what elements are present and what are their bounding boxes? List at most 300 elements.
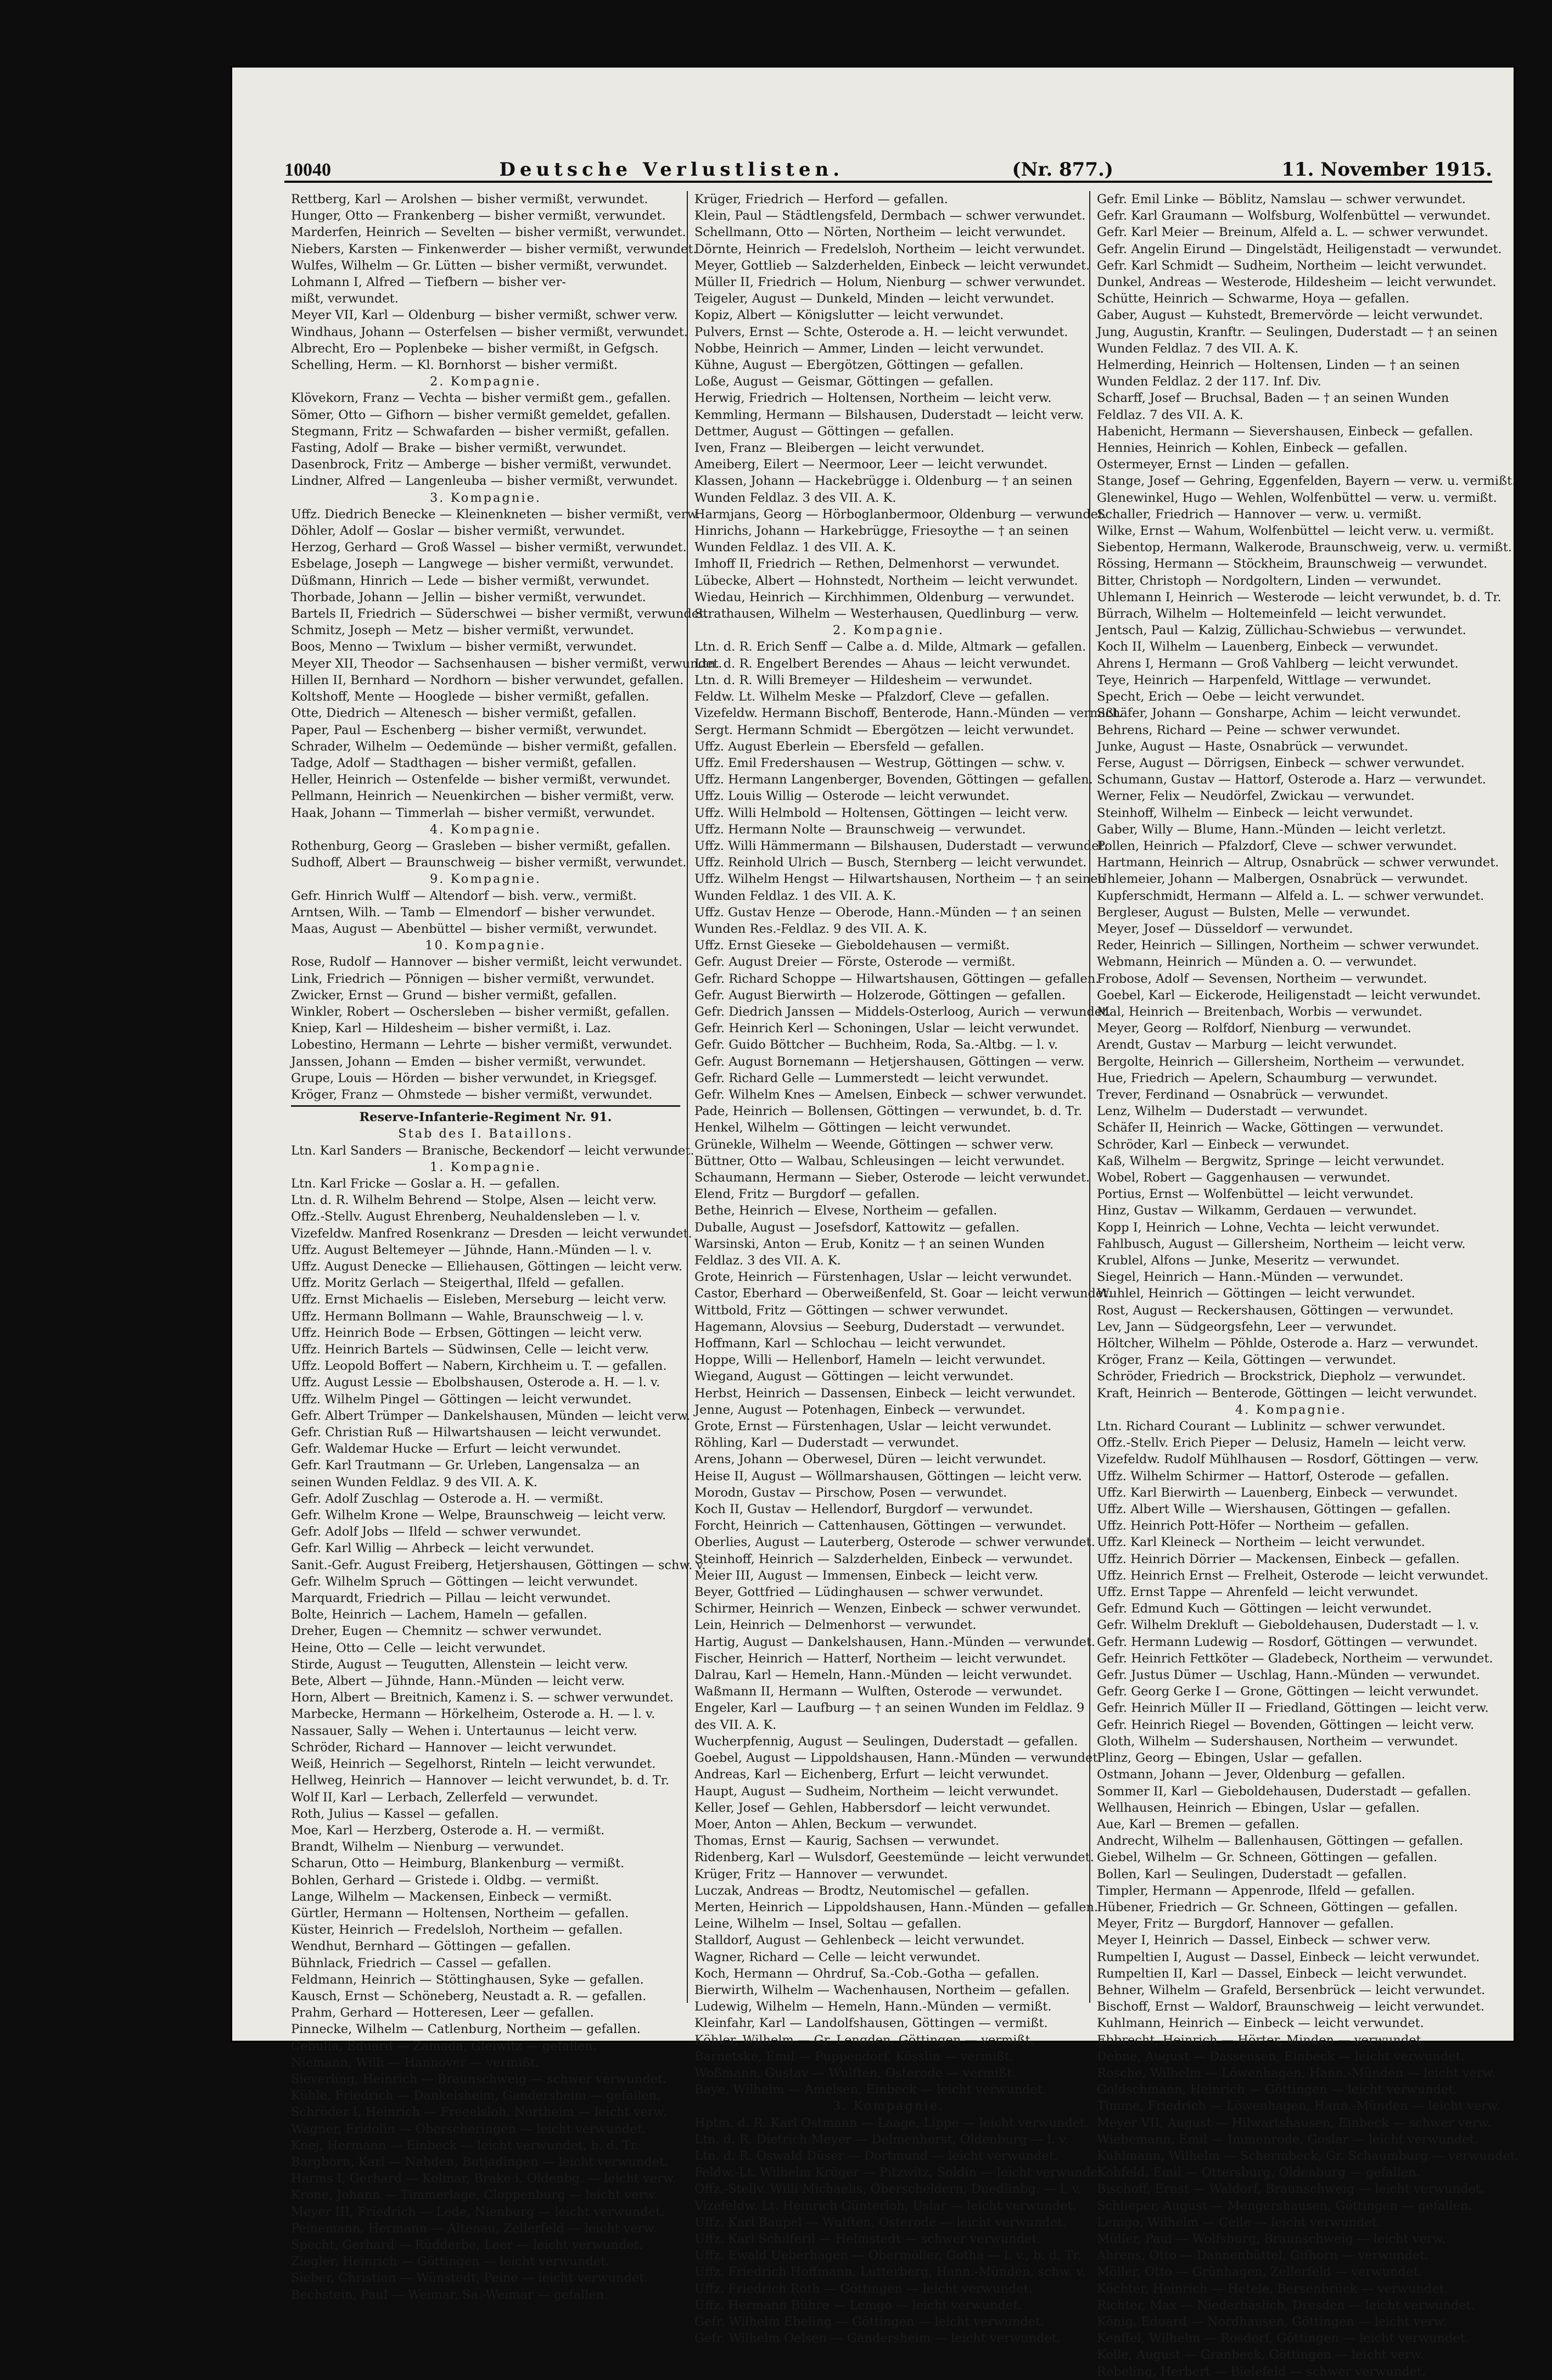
casualty-line: Uffz. Reinhold Ulrich — Busch, Sternberg — leicht verwundet. (694, 855, 1087, 870)
casualty-line: Gaber, Willy — Blume, Hann.-Münden — leicht verletzt. (1097, 822, 1446, 837)
casualty-line: 2. Kompagnie. (832, 623, 945, 638)
casualty-line: Uhlemeier, Johann — Malbergen, Osnabrück — verwundet. (1097, 872, 1469, 887)
casualty-line: Winkler, Robert — Oschersleben — bisher vermißt, gefallen. (291, 1004, 670, 1019)
casualty-line: Warsinski, Anton — Erub, Konitz — † an seinen Wunden (694, 1236, 1045, 1251)
casualty-line: Dörnte, Heinrich — Fredelsloh, Northeim — leicht verwundet. (694, 242, 1085, 256)
casualty-line: Hunger, Otto — Frankenberg — bisher vermißt, verwundet. (291, 209, 666, 223)
casualty-line: Uffz. Heinrich Dörrier — Mackensen, Einbeck — gefallen. (1097, 1552, 1460, 1566)
casualty-line: Paper, Paul — Eschenberg — bisher vermißt, verwundet. (291, 723, 647, 737)
casualty-line: Bergleser, August — Bulsten, Melle — verwundet. (1097, 905, 1410, 920)
casualty-line: Feldlaz. 3 des VII. A. K. (694, 1253, 841, 1268)
page-header (284, 150, 1492, 183)
casualty-line: Döhler, Adolf — Goslar — bisher vermißt, verwundet. (291, 524, 625, 539)
casualty-line: Boos, Menno — Twixlum — bisher vermißt, verwundet. (291, 640, 637, 654)
casualty-line: Arendt, Gustav — Marburg — leicht verwundet. (1097, 1038, 1397, 1052)
casualty-line: Heller, Heinrich — Ostenfelde — bisher vermißt, verwundet. (291, 772, 671, 787)
casualty-line: Specht, Erich — Oebe — leicht verwundet. (1097, 690, 1365, 704)
casualty-line: Teye, Heinrich — Harpenfeld, Wittlage — verwundet. (1097, 673, 1432, 687)
casualty-line: Sömer, Otto — Gifhorn — bisher vermißt gemeldet, gefallen. (291, 407, 671, 422)
casualty-line: Timpler, Hermann — Appenrode, Ilfeld — gefallen. (1097, 1883, 1415, 1898)
casualty-line: Uffz. Heinrich Bartels — Südwinsen, Celle — leicht verw. (291, 1342, 649, 1357)
casualty-line: Beyer, Gottfried — Lüdinghausen — schwer verwundet. (694, 1585, 1044, 1600)
casualty-line: Kuhlmann, Wilhelm — Schermbeck, Gr. Schaumburg — verwundet. (1097, 2148, 1520, 2163)
casualty-line: Ameiberg, Eilert — Neermoor, Leer — leicht verwundet. (694, 457, 1048, 472)
casualty-line: Reder, Heinrich — Sillingen, Northeim — schwer verwundet. (1097, 938, 1480, 953)
casualty-line: Gefr. Guido Böttcher — Buchheim, Roda, Sa.-Altbg. — l. v. (694, 1038, 1058, 1052)
casualty-line: Wilke, Ernst — Wahum, Wolfenbüttel — leicht verw. u. vermißt. (1097, 524, 1494, 539)
casualty-line: Morodn, Gustav — Pirschow, Posen — verwundet. (694, 1485, 1007, 1500)
casualty-line: Sieverling, Heinrich — Braunschweig — schwer verwundet. (291, 2071, 667, 2086)
casualty-line: Gloth, Wilhelm — Sudershausen, Northeim — verwundet. (1097, 1734, 1458, 1749)
casualty-line: Koch II, Gustav — Hellendorf, Burgdorf — verwundet. (694, 1502, 1033, 1517)
casualty-line: Kleinfahr, Karl — Landolfshausen, Göttingen — vermißt. (694, 2016, 1048, 2031)
casualty-line: Knej, Hermann — Einbeck — leicht verwundet, b. d. Tr. (291, 2138, 639, 2153)
casualty-line: Reserve-Infanterie-Regiment Nr. 91. (291, 1105, 680, 1125)
casualty-line: Kolle, August — Granbeck, Göttingen — leicht verw. (1097, 2348, 1424, 2362)
casualty-line: Dasenbrock, Fritz — Amberge — bisher vermißt, verwundet. (291, 457, 672, 472)
casualty-line: Hue, Friedrich — Apelern, Schaumburg — verwundet. (1097, 1071, 1438, 1085)
casualty-line: Keller, Josef — Gehlen, Habbersdorf — leicht verwundet. (694, 1800, 1051, 1815)
casualty-line: Rössing, Hermann — Stöckheim, Braunschweig — verwundet. (1097, 557, 1488, 572)
casualty-line: Uffz. Karl Baupel — Wulften, Osterode — leicht verwundet. (694, 2215, 1067, 2230)
casualty-line: Wuhlel, Heinrich — Göttingen — leicht verwundet. (1097, 1286, 1415, 1301)
casualty-line: Lenz, Wilhelm — Duderstadt — verwundet. (1097, 1104, 1368, 1119)
casualty-line: Uffz. Albert Wille — Wiershausen, Göttingen — gefallen. (1097, 1502, 1451, 1517)
casualty-line: Gefr. August Bierwirth — Holzerode, Göttingen — gefallen. (694, 988, 1066, 1003)
casualty-line: Lübecke, Albert — Hohnstedt, Northeim — leicht verwundet. (694, 573, 1078, 588)
casualty-line: Gefr. Albert Trümper — Dankelshausen, Münden — leicht verw. (291, 1408, 691, 1423)
casualty-line: Marderfen, Heinrich — Sevelten — bisher vermißt, verwundet. (291, 225, 686, 240)
casualty-line: Gürtler, Hermann — Holtensen, Northeim — gefallen. (291, 1906, 629, 1920)
casualty-line: Goebel, Karl — Eickerode, Heiligenstadt — leicht verwundet. (1097, 988, 1481, 1003)
casualty-line: Krüger, Fritz — Hannover — verwundet. (694, 1867, 948, 1881)
casualty-line: Düßmann, Hinrich — Lede — bisher vermißt, verwundet. (291, 573, 650, 588)
casualty-line: Herwig, Friedrich — Holtensen, Northeim — leicht verw. (694, 391, 1052, 406)
casualty-line: Gefr. Justus Dümer — Uschlag, Hann.-Münden — verwundet. (1097, 1668, 1480, 1683)
casualty-line: Dettmer, August — Göttingen — gefallen. (694, 424, 954, 439)
casualty-line: Bargborn, Karl — Nahden, Butjadingen — leicht verwundet. (291, 2154, 669, 2169)
casualty-line: Janssen, Johann — Emden — bisher vermißt, verwundet. (291, 1054, 646, 1069)
casualty-line: Uffz. Ernst Gieseke — Gieboldehausen — vermißt. (694, 938, 1010, 953)
casualty-line: Stange, Josef — Gehring, Eggenfelden, Bayern — verw. u. vermißt. (1097, 474, 1516, 489)
casualty-line: Zwicker, Ernst — Grund — bisher vermißt, gefallen. (291, 988, 617, 1003)
casualty-line: Schäfer, Johann — Gonsharpe, Achim — leicht verwundet. (1097, 706, 1461, 721)
casualty-line: Kopiz, Albert — Königslutter — leicht verwundet. (694, 308, 1004, 323)
casualty-line: Sommer II, Karl — Gieboldehausen, Duderstadt — gefallen. (1097, 1784, 1471, 1799)
casualty-line: Gefr. Edmund Kuch — Göttingen — leicht verwundet. (1097, 1601, 1432, 1616)
casualty-line: Uffz. Louis Willig — Osterode — leicht verwundet. (694, 789, 1010, 804)
casualty-line: Uffz. Hermann Nolte — Braunschweig — verwundet. (694, 822, 1026, 837)
casualty-line: Ltn. Karl Fricke — Goslar a. H. — gefallen. (291, 1176, 560, 1191)
casualty-line: Gefr. Christian Ruß — Hilwartshausen — leicht verwundet. (291, 1425, 662, 1440)
casualty-line: Andrecht, Wilhelm — Ballenhausen, Göttingen — gefallen. (1097, 1834, 1464, 1849)
casualty-line: Werner, Felix — Neudörfel, Zwickau — verwundet. (1097, 789, 1415, 804)
casualty-line: Meier III, August — Immensen, Einbeck — leicht verw. (694, 1568, 1039, 1583)
casualty-line: Ostermeyer, Ernst — Linden — gefallen. (1097, 457, 1349, 472)
casualty-line: Schellmann, Otto — Nörten, Northeim — leicht verwundet. (694, 225, 1066, 240)
casualty-line: Fasting, Adolf — Brake — bisher vermißt, verwundet. (291, 441, 626, 456)
casualty-line: Uffz. Ernst Michaelis — Eisleben, Merseburg — leicht verw. (291, 1292, 666, 1307)
casualty-line: Klassen, Johann — Hackebrügge i. Oldenburg — † an seinen (694, 474, 1073, 489)
casualty-line: Vizefeldw. Manfred Rosenkranz — Dresden — leicht verwundet. (291, 1226, 692, 1241)
casualty-line: Gefr. Hermann Ludewig — Rosdorf, Göttingen — verwundet. (1097, 1634, 1478, 1649)
casualty-line: Gefr. Wilhelm Drekluft — Gieboldehausen, Duderstadt — l. v. (1097, 1618, 1479, 1633)
casualty-line: Rothenburg, Georg — Grasleben — bisher vermißt, gefallen. (291, 838, 671, 853)
casualty-line: Uffz. Moritz Gerlach — Steigerthal, Ilfeld — gefallen. (291, 1276, 625, 1291)
casualty-line: Fahlbusch, August — Gillersheim, Northeim — leicht verw. (1097, 1236, 1466, 1251)
casualty-line: Marquardt, Friedrich — Pillau — leicht verwundet. (291, 1591, 611, 1606)
casualty-line: Uffz. Heinrich Pott-Höfer — Northeim — gefallen. (1097, 1519, 1409, 1533)
casualty-line: Uffz. Friedrich Hoffmann, Lutterberg, Hann.-Münden, schw. v. (694, 2265, 1086, 2280)
casualty-line: Lange, Wilhelm — Mackensen, Einbeck — vermißt. (291, 1889, 612, 1904)
casualty-line: Gefr. Waldemar Hucke — Erfurt — leicht verwundet. (291, 1442, 621, 1457)
casualty-line: Kuhlmann, Heinrich — Einbeck — leicht verwundet. (1097, 2016, 1424, 2031)
casualty-line: Wunden Res.-Feldlaz. 9 des VII. A. K. (694, 921, 927, 936)
casualty-line: Lohmann I, Alfred — Tiefbern — bisher ver- (291, 275, 566, 290)
casualty-line: Ltn. d. R. Wilhelm Behrend — Stolpe, Alsen — leicht verw. (291, 1193, 657, 1208)
casualty-line: Steinhoff, Heinrich — Salzderhelden, Einbeck — verwundet. (694, 1552, 1073, 1566)
casualty-line: Uffz. Hermann Bühre — Lemgo — leicht verwundet. (694, 2298, 1022, 2312)
casualty-line: Ebbrecht, Heinrich — Hörter, Minden — verwundet. (1097, 2032, 1425, 2047)
casualty-line: Uffz. Willi Helmbold — Holtensen, Göttingen — leicht verw. (694, 805, 1068, 820)
casualty-line: Moe, Karl — Herzberg, Osterode a. H. — vermißt. (291, 1823, 605, 1838)
casualty-line: Jentsch, Paul — Kalzig, Züllichau-Schwiebus — verwundet. (1097, 623, 1466, 638)
casualty-line: Gefr. Georg Gerke I — Grone, Göttingen — leicht verwundet. (1097, 1684, 1479, 1699)
casualty-line: Schröder I, Heinrich — Freeelsloh, Northeim — leicht verw. (291, 2105, 667, 2120)
casualty-line: Gefr. Heinrich Müller II — Friedland, Göttingen — leicht verw. (1097, 1701, 1489, 1716)
casualty-line: Uffz. Hermann Langenberger, Bovenden, Göttingen — gefallen. (694, 772, 1093, 787)
casualty-line: Wagner, Fridolin — Oberscheringen — leicht verwundet. (291, 2121, 646, 2136)
casualty-line: Weiß, Heinrich — Segelhorst, Rinteln — leicht verwundet. (291, 1757, 656, 1772)
casualty-line: Sudhoff, Albert — Braunschweig — bisher vermißt, verwundet. (291, 855, 687, 870)
casualty-line: Uffz. Wilhelm Pingel — Göttingen — leicht verwundet. (291, 1392, 632, 1407)
casualty-line: Hennies, Heinrich — Kohlen, Einbeck — gefallen. (1097, 441, 1408, 456)
casualty-line: Feldw. Lt. Wilhelm Meske — Pfalzdorf, Cleve — gefallen. (694, 690, 1050, 704)
casualty-line: Hagemann, Alovsius — Seeburg, Duderstadt — verwundet. (694, 1319, 1065, 1334)
casualty-line: Offz.-Stellv. Erich Pieper — Delusiz, Hameln — leicht verw. (1097, 1436, 1466, 1451)
casualty-line: Kemmling, Hermann — Bilshausen, Duderstadt — leicht verw. (694, 407, 1084, 422)
casualty-line: Gefr. Karl Willig — Ahrbeck — leicht verwundet. (291, 1541, 595, 1556)
casualty-line: Schirmer, Heinrich — Wenzen, Einbeck — schwer verwundet. (694, 1601, 1082, 1616)
casualty-line: Esbelage, Joseph — Langwege — bisher vermißt, verwundet. (291, 557, 674, 572)
casualty-line: Koch II, Wilhelm — Lauenberg, Einbeck — verwundet. (1097, 640, 1438, 654)
casualty-line: Schaller, Friedrich — Hannover — verw. u. vermißt. (1097, 507, 1422, 522)
casualty-line: Bartels II, Friedrich — Süderschwei — bisher vermißt, verwundet. (291, 607, 708, 621)
casualty-line: Oberlies, August — Lauterberg, Osterode — schwer verwundet. (694, 1535, 1095, 1550)
casualty-line: Gefr. Angelin Eirund — Dingelstädt, Heiligenstadt — verwundet. (1097, 242, 1502, 256)
casualty-line: Bierwirth, Wilhelm — Wachenhausen, Northeim — gefallen. (694, 1983, 1070, 1997)
casualty-line: Andreas, Karl — Eichenberg, Erfurt — leicht verwundet. (694, 1767, 1049, 1782)
casualty-line: Meyer VII, Karl — Oldenburg — bisher vermißt, schwer verw. (291, 308, 678, 323)
casualty-line: Uffz. Willi Hämmermann — Bilshausen, Duderstadt — verwundet. (694, 838, 1108, 853)
casualty-line: Ferse, August — Dörrigsen, Einbeck — schwer verwundet. (1097, 755, 1465, 770)
casualty-line: 9. Kompagnie. (429, 872, 542, 887)
column-3 (1089, 191, 1520, 2379)
casualty-line: Trever, Ferdinand — Osnabrück — verwundet. (1097, 1087, 1388, 1102)
casualty-line: Röhling, Karl — Duderstadt — verwundet. (694, 1436, 959, 1451)
casualty-line: Brandt, Wilhelm — Nienburg — verwundet. (291, 1840, 564, 1855)
casualty-line: Hptm. d. R. Karl Ostmann — Laage, Lippe — leicht verwundet. (694, 2115, 1089, 2130)
casualty-line: Kröger, Franz — Ohmstede — bisher vermißt, verwundet. (291, 1087, 653, 1102)
casualty-line: Tadge, Adolf — Stadthagen — bisher vermißt, gefallen. (291, 755, 637, 770)
casualty-line: Prahm, Gerhard — Hotteresen, Leer — gefallen. (291, 2006, 594, 2020)
casualty-line: Meyer III, Friedrich — Lede, Nienburg — leicht verwundet. (291, 2204, 665, 2219)
casualty-line: Rose, Rudolf — Hannover — bisher vermißt, leicht verwundet. (291, 955, 682, 970)
casualty-line: Waßmann II, Hermann — Wulften, Osterode — verwundet. (694, 1684, 1063, 1699)
casualty-line: Marbecke, Hermann — Hörkelheim, Osterode a. H. — l. v. (291, 1707, 655, 1722)
casualty-line: Specht, Gerhard — Rüdderbe, Leer — leicht verwundet. (291, 2237, 643, 2252)
casualty-line: Schumann, Gustav — Hattorf, Osterode a. Harz — verwundet. (1097, 772, 1486, 787)
casualty-line: Pinnecke, Wilhelm — Catlenburg, Northeim — gefallen. (291, 2022, 641, 2037)
casualty-line: Hoppe, Willi — Hellenborf, Hameln — leicht verwundet. (694, 1353, 1046, 1368)
casualty-line: Hellweg, Heinrich — Hannover — leicht verwundet, b. d. Tr. (291, 1773, 670, 1788)
casualty-line: Feldmann, Heinrich — Stöttinghausen, Syke — gefallen. (291, 1972, 644, 1987)
casualty-line: Link, Friedrich — Pönnigen — bisher vermißt, verwundet. (291, 971, 655, 986)
casualty-line: Harmjans, Georg — Hörboglanbermoor, Oldenburg — verwundet. (694, 507, 1107, 522)
casualty-line: Uffz. Wilhelm Hengst — Hilwartshausen, Northeim — † an seinen (694, 872, 1106, 887)
casualty-line: Jung, Augustin, Kranftr. — Seulingen, Duderstadt — † an seinen (1097, 324, 1498, 339)
casualty-line: Mal, Heinrich — Breitenbach, Worbis — verwundet. (1097, 1004, 1423, 1019)
casualty-line: Bechstein, Paul — Weimar, Sa.-Weimar — gefallen. (291, 2287, 608, 2302)
casualty-line: Goebel, August — Lippoldshausen, Hann.-Münden — verwundet. (694, 1751, 1102, 1766)
casualty-line: Barnetske, Emil — Puppendorf, Kösslin — vermißt. (694, 2049, 1014, 2064)
casualty-line: Uffz. August Denecke — Elliehausen, Göttingen — leicht verw. (291, 1259, 683, 1274)
casualty-line: Gefr. Richard Schoppe — Hilwartshausen, Göttingen — gefallen. (694, 971, 1100, 986)
casualty-line: Nobbe, Heinrich — Ammer, Linden — leicht verwundet. (694, 341, 1044, 356)
casualty-line: Bohlen, Gerhard — Gristede i. Oldbg. — vermißt. (291, 1873, 599, 1888)
casualty-line: Wittbold, Fritz — Göttingen — schwer verwundet. (694, 1303, 1008, 1318)
casualty-line: Köchter, Heinrich — Hetele, Bersenbrück — verwundet. (1097, 2281, 1448, 2296)
casualty-line: Bete, Albert — Jühnde, Hann.-Münden — leicht verw. (291, 1674, 625, 1689)
casualty-line: Offz.-Stellv. August Ehrenberg, Neuhaldensleben — l. v. (291, 1209, 641, 1224)
casualty-line: Grupe, Louis — Hörden — bisher verwundet, in Kriegsgef. (291, 1071, 657, 1085)
casualty-line: Gefr. Karl Meier — Breinum, Alfeld a. L. — schwer verwundet. (1097, 225, 1488, 240)
casualty-line: Wunden Feldlaz. 2 der 117. Inf. Div. (1097, 374, 1321, 389)
casualty-line: Meyer, Fritz — Burgdorf, Hannover — gefallen. (1097, 1917, 1394, 1931)
casualty-line: Uffz. Karl Bierwirth — Lauenberg, Einbeck — verwundet. (1097, 1485, 1458, 1500)
casualty-line: Gefr. Heinrich Fettköter — Gladebeck, Northeim — verwundet. (1097, 1651, 1493, 1666)
casualty-line: Rosche, Wilhelm — Löwenhagen, Hann.-Münden — leicht verw. (1097, 2065, 1496, 2080)
casualty-line: Kühne, August — Ebergötzen, Göttingen — gefallen. (694, 358, 1024, 373)
casualty-line: Castor, Eberhard — Oberweißenfeld, St. Goar — leicht verwundet. (694, 1286, 1112, 1301)
casualty-line: Sieber, Christian — Wünstedt, Peine — leicht verwundet. (291, 2271, 648, 2286)
casualty-line: Uhlemann I, Heinrich — Westerode — leicht verwundet, b. d. Tr. (1097, 590, 1501, 604)
casualty-line: Kupferschmidt, Hermann — Alfeld a. L. — schwer verwundet. (1097, 888, 1484, 903)
casualty-line: Gefr. Adolf Zuschlag — Osterode a. H. — vermißt. (291, 1491, 604, 1506)
casualty-line: Stirde, August — Teugutten, Allenstein — leicht verw. (291, 1657, 628, 1672)
casualty-line: Meyer XII, Theodor — Sachsenhausen — bisher vermißt, verwundet. (291, 656, 722, 671)
casualty-line: 10. Kompagnie. (425, 938, 546, 953)
casualty-line: Bitter, Christoph — Nordgoltern, Linden — verwundet. (1097, 573, 1442, 588)
casualty-line: Junke, August — Haste, Osnabrück — verwundet. (1097, 739, 1409, 754)
casualty-line: Uffz. Heinrich Bode — Erbsen, Göttingen — leicht verw. (291, 1325, 642, 1340)
casualty-line: Schröder, Friedrich — Brockstrick, Diepholz — verwundet. (1097, 1369, 1466, 1384)
casualty-line: Windhaus, Johann — Osterfelsen — bisher vermißt, verwundet. (291, 324, 688, 339)
casualty-line: Rebeling, Herbert — Bielefeld — schwer verwundet. (1097, 2364, 1426, 2379)
casualty-line: Gefr. Heinrich Kerl — Schoningen, Uslar — leicht verwundet. (694, 1021, 1079, 1036)
casualty-line: Helmerding, Heinrich — Holtensen, Linden — † an seinen (1097, 358, 1460, 373)
casualty-line: Arntsen, Wilh. — Tamb — Elmendorf — bisher verwundet. (291, 905, 655, 920)
casualty-line: Pellmann, Heinrich — Neuenkirchen — bisher vermißt, verw. (291, 789, 675, 804)
casualty-line: 4. Kompagnie. (429, 822, 542, 837)
casualty-line: Wiebemann, Emil — Immenrode, Goslar — leicht verwundet. (1097, 2132, 1478, 2147)
casualty-line: Pollen, Heinrich — Pfalzdorf, Cleve — schwer verwundet. (1097, 838, 1457, 853)
casualty-line: Schäfer II, Heinrich — Wacke, Göttingen — verwundet. (1097, 1121, 1444, 1135)
casualty-line: Niebers, Karsten — Finkenwerder — bisher vermißt, verwundet. (291, 242, 697, 256)
casualty-line: Haak, Johann — Timmerlah — bisher vermißt, verwundet. (291, 805, 655, 820)
casualty-line: Ltn. Richard Courant — Lublinitz — schwer verwundet. (1097, 1419, 1446, 1434)
casualty-line: Uffz. Emil Fredershausen — Westrup, Göttingen — schw. v. (694, 755, 1065, 770)
casualty-line: Loße, August — Geismar, Göttingen — gefallen. (694, 374, 994, 389)
casualty-line: Klein, Paul — Städtlengsfeld, Dermbach — schwer verwundet. (694, 209, 1086, 223)
casualty-line: Müller II, Friedrich — Holum, Nienburg — schwer verwundet. (694, 275, 1086, 290)
casualty-line: Lemgo, Wilhelm — Celle — leicht verwundet. (1097, 2215, 1381, 2230)
issue-number: (Nr. 877.) (1012, 159, 1113, 181)
casualty-line: Gefr. Wilhelm Knes — Amelsen, Einbeck — schwer verwundet. (694, 1087, 1087, 1102)
casualty-line: Dreher, Eugen — Chemnitz — schwer verwundet. (291, 1624, 602, 1639)
newspaper-page (231, 66, 1520, 2379)
casualty-line: Dalrau, Karl — Hemeln, Hann.-Münden — leicht verwundet. (694, 1668, 1072, 1683)
casualty-line: Kopp I, Heinrich — Lohne, Vechta — leicht verwundet. (1097, 1220, 1440, 1235)
casualty-line: Roth, Julius — Kassel — gefallen. (291, 1806, 499, 1821)
casualty-line: Grote, Heinrich — Fürstenhagen, Uslar — leicht verwundet. (694, 1270, 1072, 1285)
casualty-line: Engeler, Karl — Laufburg — † an seinen Wunden im Feldlaz. 9 (694, 1701, 1085, 1716)
casualty-line: Haupt, August — Sudheim, Northeim — leicht verwundet. (694, 1784, 1059, 1799)
casualty-line: Schelling, Herm. — Kl. Bornhorst — bisher vermißt. (291, 358, 618, 373)
casualty-line: Rost, August — Reckershausen, Göttingen — verwundet. (1097, 1303, 1454, 1318)
casualty-line: Baye, Wilhelm — Amelsen, Einbeck — leicht verwundet. (694, 2082, 1047, 2097)
casualty-line: Kühle, Friedrich — Dankelsheim, Gandersheim — gefallen. (291, 2088, 661, 2103)
column-2 (687, 191, 1123, 2346)
casualty-line: Gefr. August Bornemann — Hetjershausen, Göttingen — verw. (694, 1054, 1085, 1069)
casualty-line: Bethe, Heinrich — Elvese, Northeim — gefallen. (694, 1203, 998, 1218)
casualty-line: Uffz. Leopold Boffert — Nabern, Kirchheim u. T. — gefallen. (291, 1359, 667, 1374)
casualty-line: Dunkel, Andreas — Westerode, Hildesheim — leicht verwundet. (1097, 275, 1497, 290)
casualty-line: Uffz. Gustav Henze — Oberode, Hann.-Münden — † an seinen (694, 905, 1082, 920)
casualty-line: Iven, Franz — Bleibergen — leicht verwundet. (694, 441, 985, 456)
casualty-line: Schröder, Richard — Hannover — leicht verwundet. (291, 1740, 617, 1755)
casualty-line: 3. Kompagnie. (832, 2099, 945, 2114)
casualty-line: des VII. A. K. (694, 1717, 777, 1732)
casualty-line: Wiedau, Heinrich — Kirchhimmen, Oldenburg — verwundet. (694, 590, 1075, 604)
casualty-line: Ostmann, Johann — Jever, Oldenburg — gefallen. (1097, 1767, 1405, 1782)
casualty-line: Gefr. Adolf Jobs — Ilfeld — schwer verwundet. (291, 1525, 581, 1539)
casualty-line: Merten, Heinrich — Lippoldshausen, Hann.-Münden — gefallen. (694, 1900, 1099, 1914)
casualty-line: Bischoff, Ernst — Waldorf, Braunschweig — leicht verwundet. (1097, 2000, 1485, 2014)
casualty-line: Uffz. August Lessie — Ebolbshausen, Osterode a. H. — l. v. (291, 1375, 660, 1390)
casualty-line: Ltn. d. R. Dietrich Meyer — Delmenhorst, Oldenburg — l. v. (694, 2132, 1069, 2147)
column-1 (284, 191, 722, 2302)
casualty-line: Hoffmann, Karl — Schlochau — leicht verwundet. (694, 1336, 1006, 1351)
casualty-line: Gefr. Wilhelm Spruch — Göttingen — leicht verwundet. (291, 1574, 638, 1589)
casualty-line: Kausch, Ernst — Schöneberg, Neustadt a. R. — gefallen. (291, 1989, 647, 2003)
casualty-line: Uffz. Heinrich Ernst — Frelheit, Osterode — leicht verwundet. (1097, 1568, 1489, 1583)
casualty-line: Rettberg, Karl — Arolshen — bisher vermißt, verwundet. (291, 192, 648, 206)
casualty-line: Kohfeld, Emil — Ottersburg, Oldenburg — gefallen. (1097, 2165, 1420, 2180)
casualty-line: Pade, Heinrich — Bollensen, Göttingen — verwundet, b. d. Tr. (694, 1104, 1083, 1119)
casualty-line: Uffz. August Beltemeyer — Jühnde, Hann.-Münden — l. v. (291, 1242, 652, 1257)
casualty-line: Ludewig, Wilhelm — Hemeln, Hann.-Münden — vermißt. (694, 2000, 1052, 2014)
casualty-line: Webmann, Heinrich — Münden a. O. — verwundet. (1097, 955, 1417, 970)
casualty-line: Habenicht, Hermann — Sievershausen, Einbeck — gefallen. (1097, 424, 1473, 439)
casualty-line: Behner, Wilhelm — Grafeld, Bersenbrück — leicht verwundet. (1097, 1983, 1486, 1997)
casualty-line: Köhler, Wilhelm — Gr. Lengden, Göttingen — vermißt. (694, 2032, 1034, 2047)
casualty-line: Teigeler, August — Dunkeld, Minden — leicht verwundet. (694, 292, 1055, 306)
issue-date: 11. November 1915. (1281, 159, 1492, 181)
casualty-line: Leine, Wilhelm — Insel, Soltau — gefallen. (694, 1917, 962, 1931)
casualty-line: Strathausen, Wilhelm — Westerhausen, Quedlinburg — verw. (694, 607, 1079, 621)
casualty-line: Kraft, Heinrich — Benterode, Göttingen — leicht verwundet. (1097, 1386, 1477, 1401)
casualty-line: König, Eduard — Nordhausen, Göttingen — leicht verw. (1097, 2315, 1447, 2329)
casualty-line: Wulfes, Wilhelm — Gr. Lütten — bisher vermißt, verwundet. (291, 258, 668, 273)
casualty-line: Wunden Feldlaz. 1 des VII. A. K. (694, 540, 897, 555)
casualty-line: Forcht, Heinrich — Cattenhausen, Göttingen — verwundet. (694, 1519, 1067, 1533)
casualty-line: Steinhoff, Wilhelm — Einbeck — leicht verwundet. (1097, 805, 1414, 820)
casualty-line: Schrader, Wilhelm — Oedemünde — bisher vermißt, gefallen. (291, 739, 677, 754)
casualty-line: Stegmann, Fritz — Schwafarden — bisher vermißt, gefallen. (291, 424, 670, 439)
casualty-line: Aue, Karl — Bremen — gefallen. (1097, 1817, 1299, 1832)
casualty-line: Ridenberg, Karl — Wulsdorf, Geestemünde — leicht verwundet. (694, 1850, 1094, 1865)
casualty-line: Kröger, Franz — Keila, Göttingen — verwundet. (1097, 1353, 1397, 1368)
casualty-line: Uffz. Karl Kleineck — Northeim — leicht verwundet. (1097, 1535, 1425, 1550)
casualty-line: Uffz. Karl Schilferil — Helmstedt — schwer verwundet. (694, 2231, 1041, 2246)
casualty-line: Wunden Feldlaz. 3 des VII. A. K. (694, 490, 897, 505)
casualty-line: Woßmann, Gustav — Wulften, Osterode — vermißt. (694, 2065, 1016, 2080)
casualty-line: Lindner, Alfred — Langenleuba — bisher vermißt, verwundet. (291, 474, 678, 489)
casualty-line: Scharun, Otto — Heimburg, Blankenburg — vermißt. (291, 1856, 625, 1871)
casualty-line: Nassauer, Sally — Wehen i. Untertaunus — leicht verw. (291, 1723, 637, 1738)
casualty-line: Ltn. d. R. Oswald Düser — Dortmund — leicht verwundet. (694, 2148, 1058, 2163)
casualty-line: Scharff, Josef — Bruchsal, Baden — † an seinen Wunden (1097, 391, 1449, 406)
casualty-line: Ltn. d. R. Willi Bremeyer — Hildesheim — verwundet. (694, 673, 1033, 687)
casualty-line: Wucherpfennig, August — Seulingen, Duderstadt — gefallen. (694, 1734, 1078, 1749)
casualty-line: 3. Kompagnie. (429, 490, 542, 505)
casualty-line: Schlieper, August — Mengershausen, Göttingen — gefallen. (1097, 2198, 1472, 2213)
casualty-line: Frobose, Adolf — Sevensen, Northeim — verwundet. (1097, 971, 1427, 986)
casualty-line: Glenewinkel, Hugo — Wehlen, Wolfenbüttel — verw. u. vermißt. (1097, 490, 1497, 505)
casualty-line: Büttner, Otto — Walbau, Schleusingen — leicht verwundet. (694, 1153, 1065, 1168)
casualty-line: Meyer, Georg — Rolfdorf, Nienburg — verwundet. (1097, 1021, 1411, 1036)
casualty-line: Vizefeldw. Lt. Heinrich Günterloh, Uslar — leicht verwundet. (694, 2198, 1077, 2213)
casualty-line: Uffz. Hermann Bollmann — Wahle, Braunschweig — l. v. (291, 1309, 644, 1324)
casualty-line: Heine, Otto — Celle — leicht verwundet. (291, 1640, 546, 1655)
casualty-line: Jenne, August — Potenhagen, Einbeck — verwundet. (694, 1402, 1026, 1417)
casualty-line: Pulvers, Ernst — Schte, Osterode a. H. — leicht verwundet. (694, 324, 1068, 339)
casualty-line: Vizefeldw. Hermann Bischoff, Benterode, Hann.-Münden — vermißt. (694, 706, 1123, 721)
page-number: 10040 (284, 160, 331, 180)
casualty-line: Uffz. Wilhelm Schirmer — Hattorf, Osterode — gefallen. (1097, 1469, 1449, 1483)
casualty-line: Rumpeltien II, Karl — Dassel, Einbeck — leicht verwundet. (1097, 1966, 1467, 1981)
casualty-line: Krone, Johann — Timmerlage, Cloppenburg — leicht verw. (291, 2188, 658, 2203)
casualty-line: Hübener, Friedrich — Gr. Schneen, Göttingen — gefallen. (1097, 1900, 1458, 1914)
casualty-line: Kaß, Wilhelm — Bergwitz, Springe — leicht verwundet. (1097, 1153, 1445, 1168)
casualty-line: Bürrach, Wilhelm — Holtemeinfeld — leicht verwundet. (1097, 607, 1447, 621)
publication-title: Deutsche Verlustlisten. (499, 159, 844, 181)
casualty-line: Wunden Feldlaz. 7 des VII. A. K. (1097, 341, 1299, 356)
casualty-line: Uffz. Ewald Ueberhagen — Obermöller, Gotha — l. v., b. d. Tr. (694, 2248, 1082, 2263)
casualty-line: Duballe, August — Josefsdorf, Kattowitz — gefallen. (694, 1220, 1020, 1235)
casualty-line: Imhoff II, Friedrich — Rethen, Delmenhorst — verwundet. (694, 557, 1060, 572)
casualty-line: Horn, Albert — Breitnich, Kamenz i. S. — schwer verwundet. (291, 1690, 674, 1705)
casualty-line: Gefr. Wilhelm Krone — Welpe, Braunschweig — leicht verw. (291, 1508, 666, 1523)
casualty-line: Hartig, August — Dankelshausen, Hann.-Münden — verwundet. (694, 1634, 1096, 1649)
casualty-line: Fischer, Heinrich — Hatterf, Northeim — leicht verwundet. (694, 1651, 1066, 1666)
casualty-line: Kenffel, Wilhelm — Rosdorf, Göttingen — leicht verwundet. (1097, 2331, 1469, 2346)
casualty-line: Giebel, Wilhelm — Gr. Schneen, Göttingen — gefallen. (1097, 1850, 1438, 1865)
casualty-line: Wagner, Richard — Celle — leicht verwundet. (694, 1950, 980, 1964)
casualty-line: Koch, Hermann — Ohrdruf, Sa.-Cob.-Gotha — gefallen. (694, 1966, 1040, 1981)
casualty-line: Gefr. August Dreier — Förste, Osterode — vermißt. (694, 955, 1016, 970)
